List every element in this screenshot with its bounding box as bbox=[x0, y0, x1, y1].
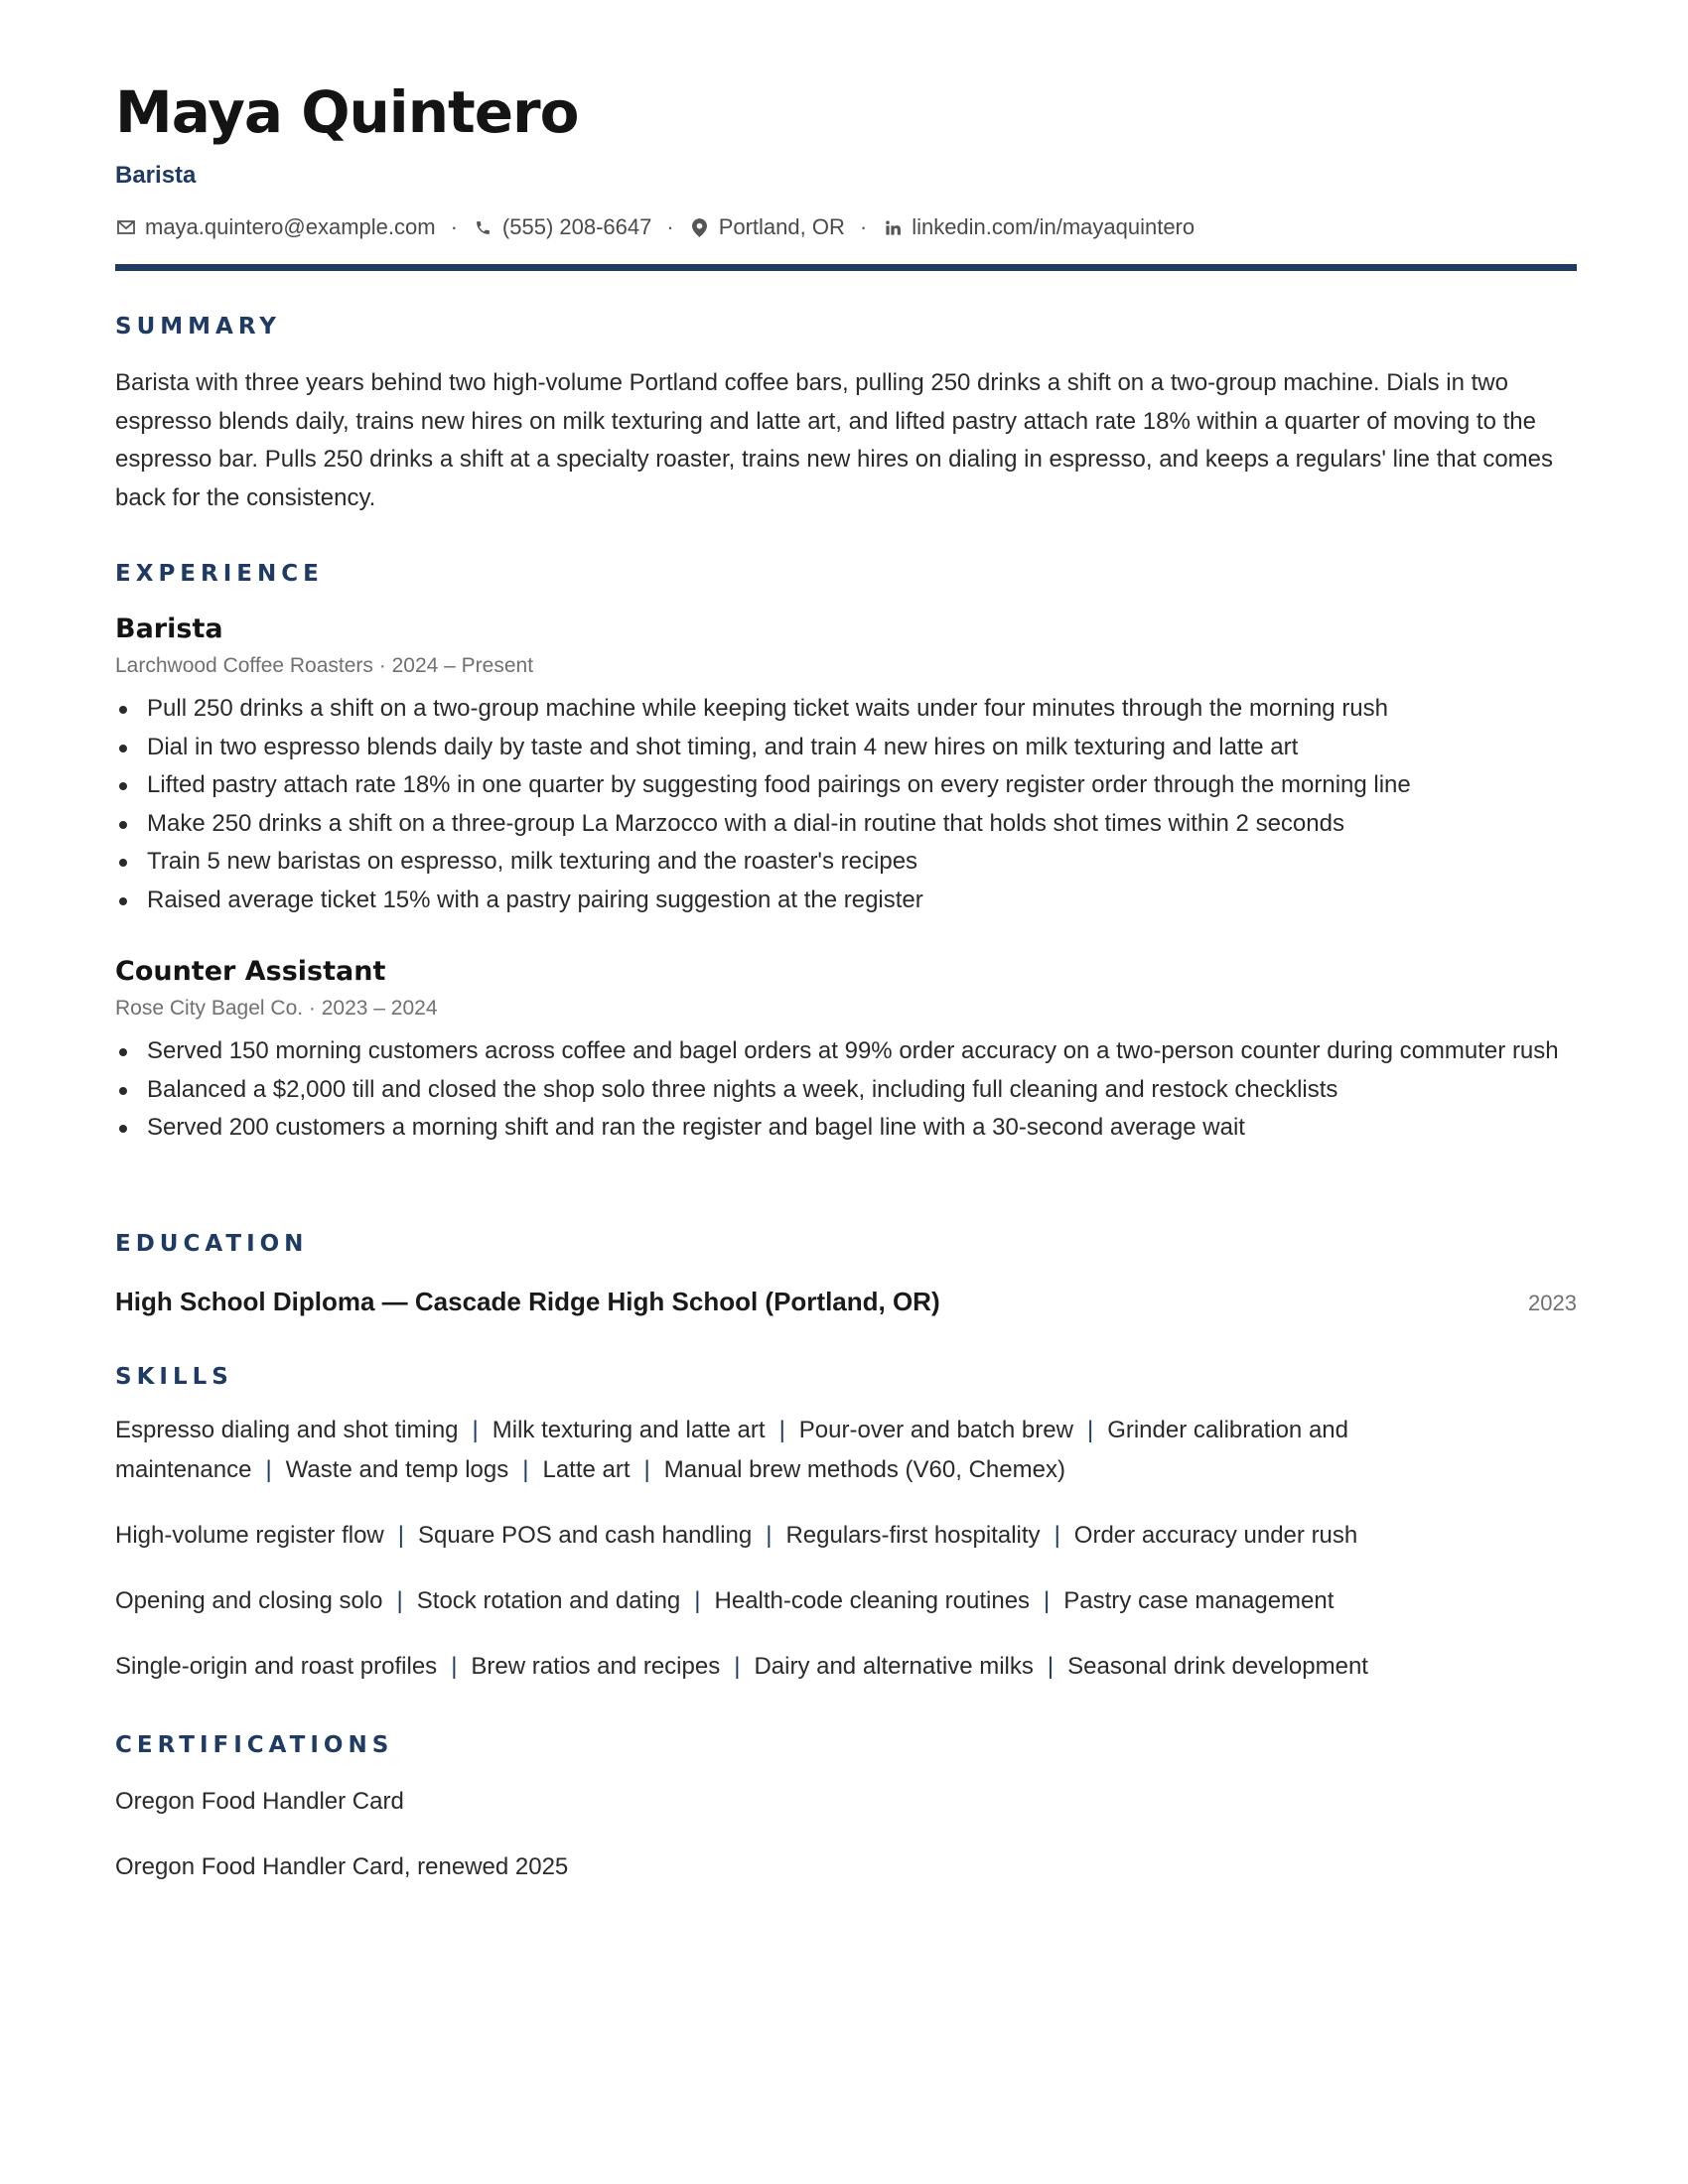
certifications-heading: CERTIFICATIONS bbox=[115, 1732, 394, 1758]
contact-separator: · bbox=[450, 214, 458, 239]
header-divider bbox=[115, 264, 1577, 271]
job-bullet: Pull 250 drinks a shift on a two-group machine while keeping ticket waits under four minutes through the morning rush bbox=[115, 690, 1577, 729]
skill-separator: | bbox=[1054, 1522, 1060, 1549]
skill-separator: | bbox=[397, 1522, 404, 1549]
contact-linkedin[interactable] bbox=[882, 214, 1195, 240]
phone-icon bbox=[473, 216, 494, 238]
job-meta: Rose City Bagel Co. · 2023 – 2024 bbox=[115, 997, 438, 1020]
skills-heading: SKILLS bbox=[115, 1364, 233, 1390]
job-bullet: Balanced a $2,000 till and closed the shop solo three nights a week, including full cleaning and restock checklists bbox=[115, 1071, 1577, 1110]
job-title: Barista bbox=[115, 614, 223, 644]
skill-item: Seasonal drink development bbox=[1067, 1653, 1368, 1680]
skill-item: Espresso dialing and shot timing bbox=[115, 1417, 459, 1443]
skill-separator: | bbox=[1044, 1587, 1051, 1614]
skill-separator: | bbox=[1047, 1653, 1055, 1680]
skill-item: Pour-over and batch brew bbox=[798, 1417, 1073, 1443]
skills-list bbox=[115, 1411, 1577, 1712]
contact-separator: · bbox=[666, 214, 674, 239]
skill-separator: | bbox=[734, 1653, 741, 1680]
job-entry bbox=[115, 955, 1577, 1148]
skill-separator: | bbox=[778, 1417, 785, 1443]
contact-phone[interactable] bbox=[473, 214, 651, 240]
certification-item: Oregon Food Handler Card, renewed 2025 bbox=[115, 1853, 569, 1880]
skill-item: High-volume register flow bbox=[115, 1522, 384, 1549]
contact-email[interactable] bbox=[115, 214, 436, 240]
education-year: 2023 bbox=[1528, 1291, 1577, 1315]
skill-separator: | bbox=[265, 1456, 272, 1483]
skill-item: Order accuracy under rush bbox=[1073, 1522, 1358, 1549]
education-title: High School Diploma — Cascade Ridge High School (Portland, OR) bbox=[115, 1287, 940, 1316]
skill-separator: | bbox=[396, 1587, 403, 1614]
contact-location bbox=[689, 214, 845, 240]
skill-item: Square POS and cash handling bbox=[418, 1522, 753, 1549]
skill-item: Waste and temp logs bbox=[285, 1456, 509, 1483]
job-bullet: Served 200 customers a morning shift and ran the register and bagel line with a 30-second average wait bbox=[115, 1109, 1577, 1148]
job-bullet: Served 150 morning customers across coffee and bagel orders at 99% order accuracy on a two-person counter during commuter rush bbox=[115, 1032, 1577, 1071]
summary-text: Barista with three years behind two high-volume Portland coffee bars, pulling 250 drinks a shift on a two-group machine. Dials in two espresso blends daily, trains new hires on milk texturing and latte art, and lifted pastry attach rate 18% within a quarter of moving to the espresso bar. Pulls 250 drinks a shift at a specialty roaster, trains new hires on dialing in espresso, and keeps a regulars' line that comes back for the consistency. bbox=[115, 369, 1554, 511]
job-bullet: Lifted pastry attach rate 18% in one quarter by suggesting food pairings on every register order through the morning line bbox=[115, 766, 1577, 805]
skill-separator: | bbox=[766, 1522, 773, 1549]
job-meta: Larchwood Coffee Roasters · 2024 – Present bbox=[115, 654, 534, 677]
linkedin-icon bbox=[882, 216, 904, 238]
skill-separator: | bbox=[694, 1587, 701, 1614]
phone-text: (555) 208-6647 bbox=[501, 214, 652, 239]
job-title: Counter Assistant bbox=[115, 956, 386, 987]
skill-item: Grinder calibration and maintenance bbox=[115, 1417, 1348, 1483]
skill-item: Pastry case management bbox=[1063, 1587, 1335, 1614]
skill-separator: | bbox=[451, 1653, 458, 1680]
job-entry bbox=[115, 613, 1577, 919]
job-bullet: Make 250 drinks a shift on a three-group La Marzocco with a dial-in routine that holds shot times within 2 seconds bbox=[115, 805, 1577, 844]
skill-group bbox=[115, 1411, 1485, 1490]
mail-icon bbox=[115, 216, 137, 238]
skill-item: Health-code cleaning routines bbox=[714, 1587, 1031, 1614]
skill-item: Opening and closing solo bbox=[115, 1587, 383, 1614]
candidate-name: Maya Quintero bbox=[115, 78, 579, 146]
skill-item: Dairy and alternative milks bbox=[754, 1653, 1034, 1680]
skill-item: Milk texturing and latte art bbox=[492, 1417, 766, 1443]
summary-heading: SUMMARY bbox=[115, 314, 281, 340]
education-heading: EDUCATION bbox=[115, 1231, 309, 1257]
skill-item: Regulars-first hospitality bbox=[785, 1522, 1041, 1549]
education-entry bbox=[115, 1287, 1577, 1317]
email-text: maya.quintero@example.com bbox=[145, 214, 436, 239]
candidate-headline: Barista bbox=[115, 162, 197, 189]
location-pin-icon bbox=[689, 216, 711, 238]
skill-group bbox=[115, 1516, 1485, 1556]
skill-item: Stock rotation and dating bbox=[416, 1587, 681, 1614]
skill-separator: | bbox=[1086, 1417, 1094, 1443]
skill-item: Latte art bbox=[542, 1456, 631, 1483]
certification-item: Oregon Food Handler Card bbox=[115, 1788, 404, 1815]
job-bullets bbox=[115, 1032, 1577, 1148]
skill-group bbox=[115, 1647, 1485, 1687]
skill-group bbox=[115, 1581, 1485, 1621]
experience-heading: EXPERIENCE bbox=[115, 561, 324, 587]
skill-item: Brew ratios and recipes bbox=[471, 1653, 721, 1680]
job-bullet: Dial in two espresso blends daily by taste and shot timing, and train 4 new hires on milk texturing and latte art bbox=[115, 729, 1577, 767]
skill-separator: | bbox=[522, 1456, 529, 1483]
linkedin-text: linkedin.com/in/mayaquintero bbox=[912, 214, 1196, 239]
job-bullet: Raised average ticket 15% with a pastry pairing suggestion at the register bbox=[115, 882, 1577, 920]
location-text: Portland, OR bbox=[718, 214, 845, 239]
contact-separator: · bbox=[859, 214, 868, 239]
skill-item: Single-origin and roast profiles bbox=[115, 1653, 438, 1680]
job-bullet: Train 5 new baristas on espresso, milk texturing and the roaster's recipes bbox=[115, 843, 1577, 882]
skill-item: Manual brew methods (V60, Chemex) bbox=[663, 1456, 1065, 1483]
skill-separator: | bbox=[472, 1417, 479, 1443]
contact-line bbox=[115, 214, 1195, 240]
skill-separator: | bbox=[643, 1456, 650, 1483]
job-bullets bbox=[115, 690, 1577, 919]
